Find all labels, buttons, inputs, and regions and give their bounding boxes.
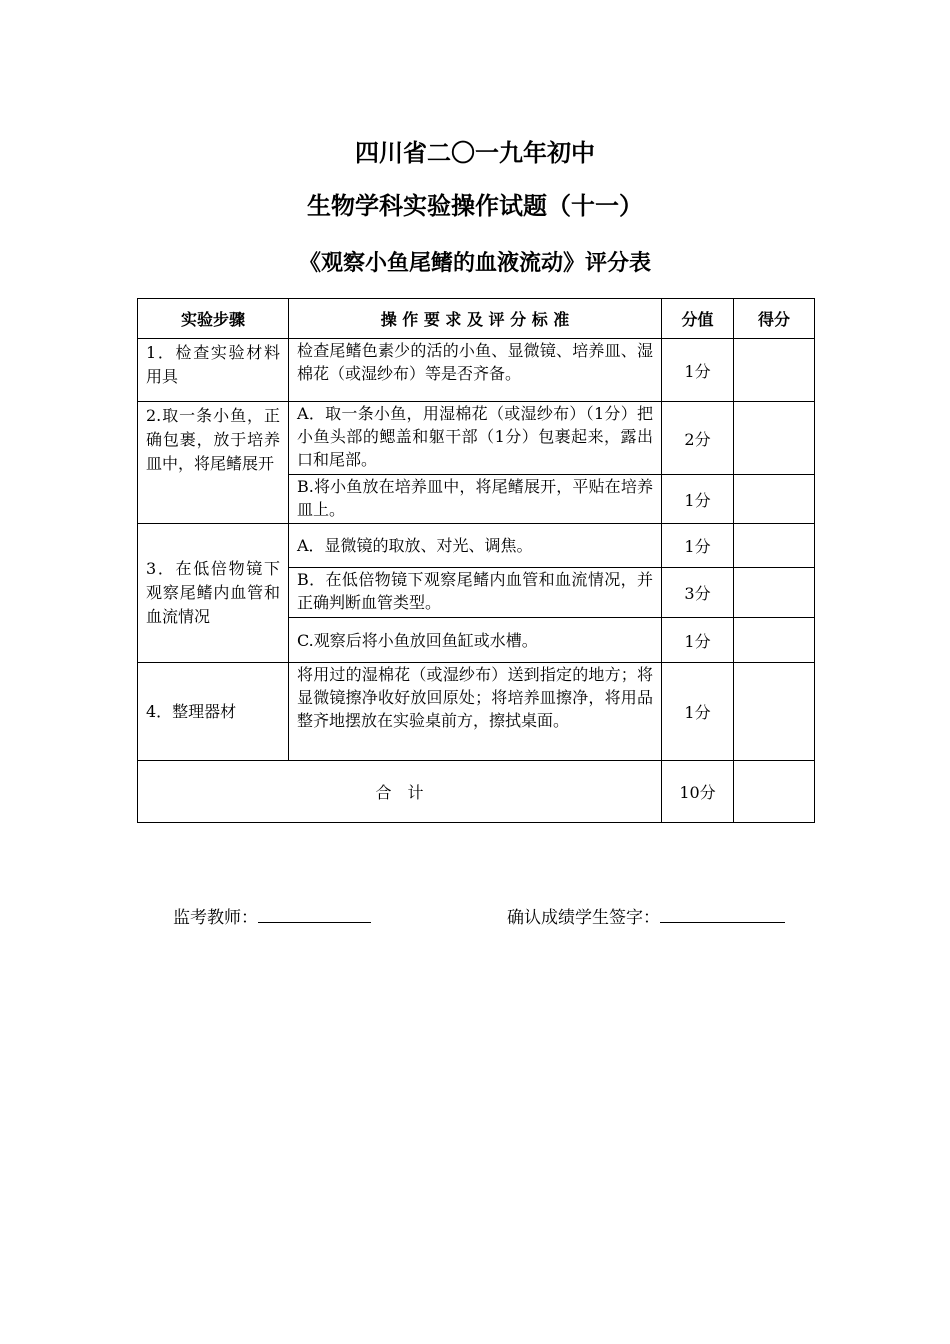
teacher-signature-label: 监考教师： <box>173 908 258 928</box>
requirement-cell: 检查尾鳍色素少的活的小鱼、显微镜、培养皿、湿棉花（或湿纱布）等是否齐备。 <box>289 339 662 402</box>
score-cell <box>734 339 815 402</box>
points-cell: 1分 <box>662 339 734 402</box>
requirement-cell: B．在低倍物镜下观察尾鳍内血管和血流情况，并正确判断血管类型。 <box>289 568 662 618</box>
step-cell: 2.取一条小鱼，正确包裹，放于培养皿中，将尾鳍展开 <box>138 402 289 524</box>
total-score-cell <box>734 761 815 823</box>
step-cell: 4．整理器材 <box>138 663 289 761</box>
total-points: 10分 <box>662 761 734 823</box>
teacher-signature-line[interactable] <box>258 908 371 923</box>
requirement-cell: A．显微镜的取放、对光、调焦。 <box>289 524 662 568</box>
header-step: 实验步骤 <box>138 299 289 339</box>
student-signature-line[interactable] <box>660 908 785 923</box>
table-row <box>138 402 815 475</box>
score-cell <box>734 402 815 475</box>
requirement-cell: 将用过的湿棉花（或湿纱布）送到指定的地方；将显微镜擦净收好放回原处；将培养皿擦净，将用品整齐地摆放在实验桌前方，擦拭桌面。 <box>289 663 662 761</box>
table-row <box>138 663 815 761</box>
student-signature-label: 确认成绩学生签字： <box>507 908 660 928</box>
total-row <box>138 761 815 823</box>
scoring-table <box>137 298 815 823</box>
score-cell <box>734 568 815 618</box>
total-label: 合 计 <box>138 761 662 823</box>
score-cell <box>734 663 815 761</box>
score-cell <box>734 618 815 663</box>
requirement-cell: C.观察后将小鱼放回鱼缸或水槽。 <box>289 618 662 663</box>
student-signature <box>507 903 785 928</box>
table-row <box>138 524 815 568</box>
points-cell: 1分 <box>662 475 734 524</box>
document-title: 四川省二〇一九年初中 <box>355 139 595 167</box>
points-cell: 1分 <box>662 618 734 663</box>
header-requirement: 操 作 要 求 及 评 分 标 准 <box>289 299 662 339</box>
requirement-cell: B.将小鱼放在培养皿中，将尾鳍展开，平贴在培养皿上。 <box>289 475 662 524</box>
requirement-cell: A．取一条小鱼，用湿棉花（或湿纱布）（1分）把小鱼头部的鳃盖和躯干部（1分）包裹起来，露出口和尾部。 <box>289 402 662 475</box>
header-row <box>138 299 815 339</box>
points-cell: 3分 <box>662 568 734 618</box>
step-cell: 1．检查实验材料用具 <box>138 339 289 402</box>
document-subtitle: 生物学科实验操作试题（十一） <box>307 192 643 220</box>
score-cell <box>734 475 815 524</box>
points-cell: 1分 <box>662 524 734 568</box>
teacher-signature <box>173 903 371 928</box>
points-cell: 2分 <box>662 402 734 475</box>
score-cell <box>734 524 815 568</box>
table-title: 《观察小鱼尾鳍的血液流动》评分表 <box>298 250 651 276</box>
points-cell: 1分 <box>662 663 734 761</box>
step-cell: 3．在低倍物镜下观察尾鳍内血管和血流情况 <box>138 524 289 663</box>
header-score: 得分 <box>734 299 815 339</box>
header-points: 分值 <box>662 299 734 339</box>
table-row <box>138 339 815 402</box>
